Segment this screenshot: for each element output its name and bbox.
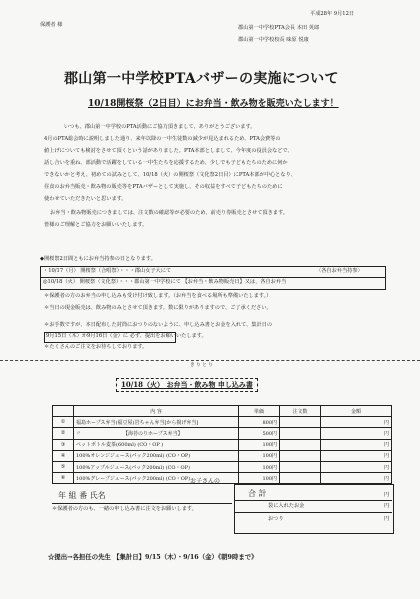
paid-yen[interactable]: 円	[384, 503, 390, 509]
body-line: 昼食のお弁当販売・飲み物の販売等をPTAバザーとして実施し、その収益をすべて子どもたちのために	[44, 184, 283, 190]
total-label: 合 計	[248, 489, 267, 498]
header-qty: 注文数	[280, 406, 321, 417]
subtitle: 10/18開桜祭（2日目）にお弁当・飲み物を販売いたします！	[88, 99, 339, 109]
change-label: おつり	[268, 516, 284, 522]
body-line: 値上げについても検討をさせて頂くという話がありました。PTA本部としまして、今年度の役員会などで、	[44, 148, 293, 154]
row-price: 100円	[239, 461, 280, 472]
table-row	[53, 461, 392, 472]
day-line: ・10/17（月） 開桜祭（合唱祭）・・・郡山女子大にて	[43, 268, 172, 274]
row-number: ①	[53, 417, 74, 428]
body-line: 話し合いを重ね、部活動で活躍をしている一中生たちを応援するため、少しでも子どもたちのために何か	[44, 160, 288, 166]
qty-cell[interactable]	[280, 417, 321, 428]
amount-cell[interactable]: 円	[321, 450, 392, 461]
deadline-line: ＊お手数ですが、本日配布した封筒におつりのないように、申し込み書とお金を入れて、集計日の	[44, 322, 273, 328]
row-price: 500円	[239, 428, 280, 439]
sender-principal: 郡山第一中学校校長 味原 悦康	[238, 37, 309, 43]
lunch-note: ◆開桜祭2日間ともにお弁当持参の日となります。	[40, 256, 156, 262]
ditto-mark: 〃	[76, 430, 82, 437]
row-number: ⑤	[53, 461, 74, 472]
qty-cell[interactable]	[280, 450, 321, 461]
table-row	[53, 417, 392, 428]
amount-cell[interactable]: 円	[321, 439, 392, 450]
row-price: 100円	[239, 473, 280, 484]
table-row	[53, 439, 392, 450]
row-number: ⑥	[53, 473, 74, 484]
divider	[234, 512, 392, 513]
amount-cell[interactable]: 円	[321, 461, 392, 472]
row-number: ②	[53, 428, 74, 439]
footer-note: ＊保護者の方のも、一緒の申し込み書に注文をお願いします。	[52, 506, 197, 512]
total-yen[interactable]: 円	[384, 492, 390, 498]
cut-line	[0, 360, 420, 361]
body-line: できないかと考え、初めての試みとして、10/18（火）の開桜祭（文化祭2日目）にPTA本部が中心となり、	[44, 172, 296, 178]
row-item: 100%オレンジジュース(パック200ml) (CO・OP)	[74, 450, 239, 461]
amount-cell[interactable]: 円	[321, 428, 392, 439]
change-yen[interactable]: 円	[384, 516, 390, 522]
header-amount: 金額	[321, 406, 392, 417]
divider	[40, 277, 385, 278]
divider	[234, 500, 392, 501]
paid-label: 袋に入れたお金	[268, 503, 305, 509]
sender-pta: 郡山第一中学校PTA会長 本田 英郎	[238, 25, 320, 31]
cut-label: き り と り	[190, 363, 213, 368]
student-name-labels: 年 組 番 氏名	[58, 491, 106, 500]
qty-cell[interactable]	[280, 439, 321, 450]
row-item: 福島ホープス弁当(福豆屋)岩ちゃん弁当[から揚げ弁当]	[74, 417, 239, 428]
row-item: 100%アップルジュース(パック200ml) (CO・OP)	[74, 461, 239, 472]
row-number: ③	[53, 439, 74, 450]
header-price: 単価	[239, 406, 280, 417]
row-item: ペットボトル麦茶(600ml) (CO・OP )	[74, 439, 239, 450]
date: 平成28年 9月12日	[310, 11, 355, 17]
body-line: いつも、郡山第一中学校のPTA活動にご協力頂きまして、ありがとうございます。	[64, 124, 256, 130]
row-price: 800円	[239, 417, 280, 428]
row-item	[74, 428, 239, 439]
row-item: 100%グレープジュース(パック200ml) (CO・OP)	[74, 473, 239, 484]
row-price: 100円	[239, 450, 280, 461]
row-price: 100円	[239, 439, 280, 450]
body-line: 4月のPTA総会時に説明しました通り、来年以降の一中生徒数の減少が見込まれるため、PTA会費等の	[44, 136, 281, 142]
note-line: ＊当日の現金販売は、飲み物のみとさせて頂きます。数に限りがありますので、ご了承ください。	[44, 305, 272, 311]
note-line: ＊保護者の方のお弁当の申し込みも受け付け致します。（お弁当を食べる場所も準備いたします。）	[44, 293, 272, 299]
table-row	[53, 473, 392, 484]
qty-cell[interactable]	[280, 428, 321, 439]
page-title: 郡山第一中学校PTAバザーの実施について	[64, 71, 339, 87]
table-row	[53, 450, 392, 461]
qty-cell[interactable]	[280, 473, 321, 484]
order-table	[52, 405, 392, 484]
form-title: 10/18（火） お弁当・飲み物 申し込み書	[116, 378, 258, 392]
day-note: 〈各自お弁当持参〉	[316, 268, 363, 274]
deadline-line: ＊たくさんのご注文をお待ちしております。	[44, 344, 148, 350]
header-item: 内 容	[74, 406, 239, 417]
body-line: 使わせていただきたいと思います。	[44, 196, 127, 202]
amount-cell[interactable]: 円	[321, 473, 392, 484]
child-label: お子さんの	[190, 478, 221, 485]
submit-note: ☆提出→各担任の先生 【集計日】9/15（木）・9/16（金）《朝9時まで》	[48, 553, 258, 561]
row-number: ④	[53, 450, 74, 461]
body-line: 皆様のご理解とご協力をお願いいたします。	[44, 222, 148, 228]
row-item-sub: 【海苔のりホープス弁当】	[123, 430, 183, 437]
qty-cell[interactable]	[280, 461, 321, 472]
amount-cell[interactable]: 円	[321, 417, 392, 428]
body-line: お弁当・飲み物販売につきましては、注文数の確認等が必要のため、前売り券販売とさせて頂きます。	[50, 210, 288, 216]
table-row	[53, 428, 392, 439]
day-line: ◎10/18（火） 開桜祭（文化祭）・・・郡山第一中学校にて 【お弁当・飲み物販売日】又は、各自お弁当	[43, 279, 287, 285]
header-no	[53, 406, 74, 417]
deadline-line: 9月15日（木）か9月16日（金）に 必ず、提出をお願いいたします。	[46, 333, 207, 339]
recipient: 保護者 様	[40, 22, 63, 28]
name-underline[interactable]	[52, 503, 232, 504]
